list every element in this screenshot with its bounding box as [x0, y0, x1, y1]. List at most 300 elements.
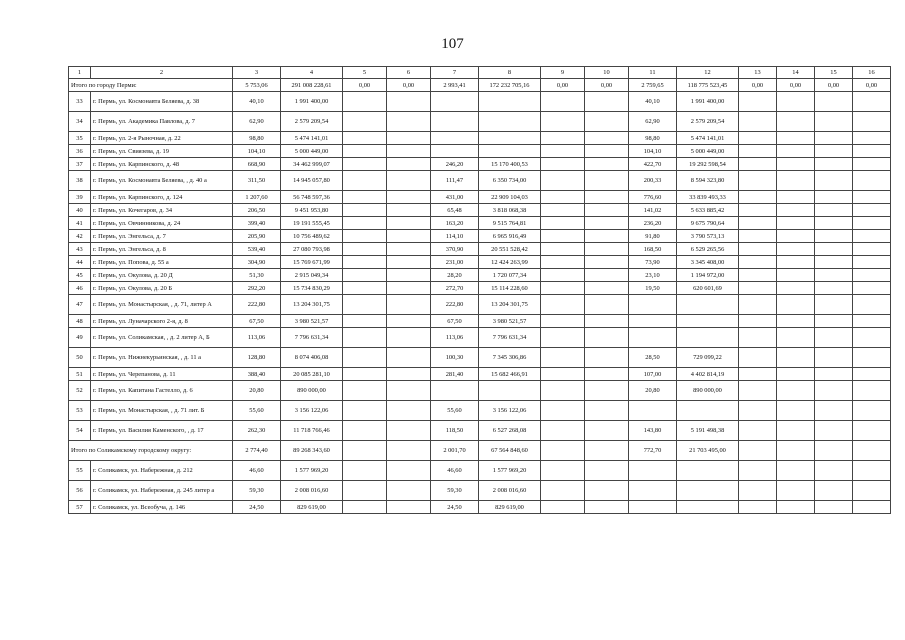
value-cell-col-4: 34 462 999,07 — [281, 158, 343, 171]
value-cell-col-7: 431,00 — [431, 191, 479, 204]
value-cell-col-5 — [343, 401, 387, 421]
value-cell-col-14 — [777, 328, 815, 348]
address-cell: г. Пермь, ул. Окулова, д. 20 Д — [91, 269, 233, 282]
value-cell-col-12: 5 633 885,42 — [677, 204, 739, 217]
value-cell-col-7: 65,48 — [431, 204, 479, 217]
table-body — [69, 79, 891, 514]
value-cell-col-3: 46,60 — [233, 461, 281, 481]
value-cell-col-14 — [777, 191, 815, 204]
value-cell-col-8 — [479, 145, 541, 158]
value-cell-col-15 — [815, 481, 853, 501]
value-cell-col-14 — [777, 230, 815, 243]
value-cell-col-5 — [343, 145, 387, 158]
value-cell-col-16 — [853, 204, 891, 217]
value-cell-col-5 — [343, 171, 387, 191]
table-row — [69, 282, 891, 295]
address-cell: г. Пермь, ул. Академика Павлова, д. 7 — [91, 112, 233, 132]
value-cell-col-6 — [387, 243, 431, 256]
value-cell-col-15 — [815, 295, 853, 315]
value-cell-col-11 — [629, 295, 677, 315]
value-cell-col-3: 304,90 — [233, 256, 281, 269]
table-row — [69, 348, 891, 368]
value-cell-col-15 — [815, 230, 853, 243]
value-cell-col-4: 2 915 049,34 — [281, 269, 343, 282]
address-cell: г. Пермь, ул. Черепанова, д. 11 — [91, 368, 233, 381]
value-cell-col-9: 0,00 — [541, 79, 585, 92]
value-cell-col-5 — [343, 112, 387, 132]
value-cell-col-13: 0,00 — [739, 79, 777, 92]
row-number: 41 — [69, 217, 91, 230]
value-cell-col-7: 114,10 — [431, 230, 479, 243]
value-cell-col-16 — [853, 441, 891, 461]
address-cell: г. Пермь, ул. Карпинского, д. 48 — [91, 158, 233, 171]
value-cell-col-12: 729 099,22 — [677, 348, 739, 368]
value-cell-col-14 — [777, 381, 815, 401]
value-cell-col-9 — [541, 368, 585, 381]
value-cell-col-11: 23,10 — [629, 269, 677, 282]
table-row — [69, 381, 891, 401]
value-cell-col-16 — [853, 481, 891, 501]
value-cell-col-10 — [585, 282, 629, 295]
value-cell-col-15 — [815, 145, 853, 158]
value-cell-col-4: 9 451 953,80 — [281, 204, 343, 217]
value-cell-col-6 — [387, 92, 431, 112]
value-cell-col-8: 22 909 104,03 — [479, 191, 541, 204]
value-cell-col-12: 33 839 493,33 — [677, 191, 739, 204]
value-cell-col-8: 7 345 306,86 — [479, 348, 541, 368]
value-cell-col-7 — [431, 132, 479, 145]
table-row — [69, 295, 891, 315]
value-cell-col-6 — [387, 381, 431, 401]
value-cell-col-13 — [739, 158, 777, 171]
value-cell-col-9 — [541, 481, 585, 501]
row-number: 57 — [69, 501, 91, 514]
value-cell-col-15 — [815, 368, 853, 381]
value-cell-col-13 — [739, 315, 777, 328]
address-cell: г. Пермь, ул. Монастырская, , д. 71 лит. Б — [91, 401, 233, 421]
value-cell-col-14 — [777, 501, 815, 514]
table-row — [69, 145, 891, 158]
value-cell-col-15 — [815, 92, 853, 112]
table-row — [69, 217, 891, 230]
value-cell-col-5 — [343, 243, 387, 256]
total-row — [69, 441, 891, 461]
value-cell-col-9 — [541, 145, 585, 158]
value-cell-col-7 — [431, 381, 479, 401]
value-cell-col-15 — [815, 401, 853, 421]
column-header-5: 5 — [343, 67, 387, 79]
table-row — [69, 171, 891, 191]
value-cell-col-8: 1 720 077,34 — [479, 269, 541, 282]
address-cell: г. Пермь, ул. 2-я Рыночная, д. 22 — [91, 132, 233, 145]
value-cell-col-7: 118,50 — [431, 421, 479, 441]
value-cell-col-6 — [387, 282, 431, 295]
value-cell-col-16 — [853, 461, 891, 481]
value-cell-col-11 — [629, 315, 677, 328]
value-cell-col-11: 28,50 — [629, 348, 677, 368]
value-cell-col-16 — [853, 112, 891, 132]
value-cell-col-6: 0,00 — [387, 79, 431, 92]
value-cell-col-3: 262,30 — [233, 421, 281, 441]
value-cell-col-11 — [629, 501, 677, 514]
value-cell-col-8 — [479, 92, 541, 112]
value-cell-col-4: 19 191 555,45 — [281, 217, 343, 230]
value-cell-col-9 — [541, 461, 585, 481]
value-cell-col-4: 291 008 228,61 — [281, 79, 343, 92]
address-cell: г. Пермь, ул. Василия Каменского, , д. 17 — [91, 421, 233, 441]
value-cell-col-3: 24,50 — [233, 501, 281, 514]
address-cell: г. Пермь, ул. Монастырская, , д. 71, литер А — [91, 295, 233, 315]
value-cell-col-11 — [629, 328, 677, 348]
value-cell-col-11: 40,10 — [629, 92, 677, 112]
value-cell-col-3: 292,20 — [233, 282, 281, 295]
value-cell-col-10 — [585, 269, 629, 282]
address-cell: г. Пермь, ул. Соликамская, , д. 2 литер А, Б — [91, 328, 233, 348]
row-number: 51 — [69, 368, 91, 381]
value-cell-col-14 — [777, 204, 815, 217]
value-cell-col-4: 56 748 597,36 — [281, 191, 343, 204]
value-cell-col-11: 19,50 — [629, 282, 677, 295]
value-cell-col-15 — [815, 501, 853, 514]
address-cell: г. Соликамск, ул. Набережная, д. 212 — [91, 461, 233, 481]
value-cell-col-8: 12 424 263,99 — [479, 256, 541, 269]
value-cell-col-6 — [387, 158, 431, 171]
value-cell-col-8: 67 564 848,60 — [479, 441, 541, 461]
value-cell-col-4: 13 204 301,75 — [281, 295, 343, 315]
value-cell-col-9 — [541, 269, 585, 282]
value-cell-col-14: 0,00 — [777, 79, 815, 92]
value-cell-col-12 — [677, 328, 739, 348]
value-cell-col-16 — [853, 295, 891, 315]
value-cell-col-6 — [387, 441, 431, 461]
value-cell-col-14 — [777, 217, 815, 230]
value-cell-col-3: 5 753,06 — [233, 79, 281, 92]
value-cell-col-5 — [343, 191, 387, 204]
row-number: 48 — [69, 315, 91, 328]
row-number: 56 — [69, 481, 91, 501]
value-cell-col-9 — [541, 256, 585, 269]
value-cell-col-3: 128,80 — [233, 348, 281, 368]
column-header-1: 1 — [69, 67, 91, 79]
value-cell-col-15 — [815, 269, 853, 282]
value-cell-col-5 — [343, 348, 387, 368]
value-cell-col-11: 98,80 — [629, 132, 677, 145]
value-cell-col-9 — [541, 348, 585, 368]
value-cell-col-3: 40,10 — [233, 92, 281, 112]
value-cell-col-4: 15 734 830,29 — [281, 282, 343, 295]
value-cell-col-4: 10 756 489,62 — [281, 230, 343, 243]
value-cell-col-15 — [815, 112, 853, 132]
value-cell-col-12: 6 529 265,56 — [677, 243, 739, 256]
value-cell-col-9 — [541, 421, 585, 441]
value-cell-col-8: 20 551 528,42 — [479, 243, 541, 256]
value-cell-col-3: 222,80 — [233, 295, 281, 315]
value-cell-col-15 — [815, 158, 853, 171]
value-cell-col-4: 3 980 521,57 — [281, 315, 343, 328]
value-cell-col-8 — [479, 112, 541, 132]
value-cell-col-16 — [853, 171, 891, 191]
value-cell-col-8 — [479, 381, 541, 401]
value-cell-col-3: 668,90 — [233, 158, 281, 171]
column-header-7: 7 — [431, 67, 479, 79]
value-cell-col-3: 104,10 — [233, 145, 281, 158]
value-cell-col-13 — [739, 132, 777, 145]
table-row — [69, 421, 891, 441]
table-row — [69, 401, 891, 421]
value-cell-col-11: 168,50 — [629, 243, 677, 256]
value-cell-col-12 — [677, 501, 739, 514]
row-number: 49 — [69, 328, 91, 348]
value-cell-col-9 — [541, 315, 585, 328]
value-cell-col-12: 21 703 495,00 — [677, 441, 739, 461]
value-cell-col-10 — [585, 230, 629, 243]
value-cell-col-7: 231,00 — [431, 256, 479, 269]
value-cell-col-5 — [343, 421, 387, 441]
row-number: 52 — [69, 381, 91, 401]
value-cell-col-3: 51,30 — [233, 269, 281, 282]
address-cell: г. Пермь, ул. Свиязева, д. 19 — [91, 145, 233, 158]
value-cell-col-15 — [815, 171, 853, 191]
value-cell-col-7: 113,06 — [431, 328, 479, 348]
column-header-6: 6 — [387, 67, 431, 79]
column-header-10: 10 — [585, 67, 629, 79]
column-header-8: 8 — [479, 67, 541, 79]
value-cell-col-12: 19 292 598,54 — [677, 158, 739, 171]
value-cell-col-16 — [853, 315, 891, 328]
value-cell-col-11 — [629, 461, 677, 481]
value-cell-col-16 — [853, 381, 891, 401]
value-cell-col-13 — [739, 204, 777, 217]
value-cell-col-14 — [777, 282, 815, 295]
value-cell-col-12 — [677, 461, 739, 481]
address-cell: г. Пермь, ул. Кочегаров, д. 34 — [91, 204, 233, 217]
value-cell-col-9 — [541, 295, 585, 315]
header-row — [69, 67, 891, 79]
value-cell-col-7: 28,20 — [431, 269, 479, 282]
value-cell-col-14 — [777, 132, 815, 145]
value-cell-col-10 — [585, 191, 629, 204]
value-cell-col-14 — [777, 145, 815, 158]
column-header-2: 2 — [91, 67, 233, 79]
value-cell-col-6 — [387, 269, 431, 282]
value-cell-col-9 — [541, 217, 585, 230]
value-cell-col-8: 2 008 016,60 — [479, 481, 541, 501]
value-cell-col-10 — [585, 348, 629, 368]
table-row — [69, 230, 891, 243]
value-cell-col-7 — [431, 112, 479, 132]
value-cell-col-5 — [343, 256, 387, 269]
value-cell-col-3: 55,60 — [233, 401, 281, 421]
value-cell-col-6 — [387, 368, 431, 381]
value-cell-col-16 — [853, 328, 891, 348]
value-cell-col-16 — [853, 401, 891, 421]
column-header-14: 14 — [777, 67, 815, 79]
value-cell-col-13 — [739, 348, 777, 368]
value-cell-col-3: 98,80 — [233, 132, 281, 145]
value-cell-col-11: 73,90 — [629, 256, 677, 269]
value-cell-col-9 — [541, 328, 585, 348]
value-cell-col-12 — [677, 315, 739, 328]
value-cell-col-16 — [853, 256, 891, 269]
value-cell-col-8: 7 796 631,34 — [479, 328, 541, 348]
table-row — [69, 158, 891, 171]
table-row — [69, 461, 891, 481]
value-cell-col-5 — [343, 381, 387, 401]
value-cell-col-16 — [853, 421, 891, 441]
row-number: 45 — [69, 269, 91, 282]
value-cell-col-8: 15 170 400,53 — [479, 158, 541, 171]
value-cell-col-13 — [739, 441, 777, 461]
value-cell-col-14 — [777, 243, 815, 256]
value-cell-col-15 — [815, 132, 853, 145]
value-cell-col-14 — [777, 92, 815, 112]
value-cell-col-15 — [815, 191, 853, 204]
value-cell-col-5 — [343, 501, 387, 514]
value-cell-col-14 — [777, 256, 815, 269]
value-cell-col-6 — [387, 132, 431, 145]
value-cell-col-12: 5 191 498,38 — [677, 421, 739, 441]
value-cell-col-10 — [585, 217, 629, 230]
value-cell-col-4: 890 000,00 — [281, 381, 343, 401]
value-cell-col-16 — [853, 282, 891, 295]
row-number: 33 — [69, 92, 91, 112]
value-cell-col-7: 2 993,41 — [431, 79, 479, 92]
table-row — [69, 269, 891, 282]
value-cell-col-9 — [541, 501, 585, 514]
value-cell-col-9 — [541, 441, 585, 461]
value-cell-col-5: 0,00 — [343, 79, 387, 92]
value-cell-col-6 — [387, 481, 431, 501]
row-number: 39 — [69, 191, 91, 204]
value-cell-col-10 — [585, 401, 629, 421]
column-header-16: 16 — [853, 67, 891, 79]
table-row — [69, 92, 891, 112]
value-cell-col-11: 104,10 — [629, 145, 677, 158]
value-cell-col-16 — [853, 132, 891, 145]
value-cell-col-4: 2 579 209,54 — [281, 112, 343, 132]
value-cell-col-5 — [343, 282, 387, 295]
value-cell-col-10 — [585, 461, 629, 481]
value-cell-col-11: 776,60 — [629, 191, 677, 204]
value-cell-col-8: 15 114 228,60 — [479, 282, 541, 295]
address-cell: г. Пермь, ул. Энгельса, д. 7 — [91, 230, 233, 243]
value-cell-col-8: 15 682 466,91 — [479, 368, 541, 381]
total-row — [69, 79, 891, 92]
value-cell-col-4: 15 769 671,99 — [281, 256, 343, 269]
value-cell-col-4: 14 945 057,80 — [281, 171, 343, 191]
value-cell-col-8: 6 965 916,49 — [479, 230, 541, 243]
value-cell-col-3: 1 207,60 — [233, 191, 281, 204]
column-header-9: 9 — [541, 67, 585, 79]
table-row — [69, 315, 891, 328]
value-cell-col-8: 6 350 734,00 — [479, 171, 541, 191]
value-cell-col-9 — [541, 282, 585, 295]
value-cell-col-12: 118 775 523,45 — [677, 79, 739, 92]
value-cell-col-6 — [387, 191, 431, 204]
value-cell-col-10 — [585, 481, 629, 501]
value-cell-col-7 — [431, 92, 479, 112]
value-cell-col-15 — [815, 217, 853, 230]
value-cell-col-14 — [777, 295, 815, 315]
value-cell-col-10 — [585, 328, 629, 348]
value-cell-col-10 — [585, 381, 629, 401]
value-cell-col-13 — [739, 421, 777, 441]
value-cell-col-12: 8 594 323,80 — [677, 171, 739, 191]
value-cell-col-4: 8 074 406,08 — [281, 348, 343, 368]
value-cell-col-8: 1 577 969,20 — [479, 461, 541, 481]
value-cell-col-7: 222,80 — [431, 295, 479, 315]
value-cell-col-10 — [585, 243, 629, 256]
value-cell-col-3: 205,90 — [233, 230, 281, 243]
value-cell-col-16 — [853, 348, 891, 368]
value-cell-col-15 — [815, 328, 853, 348]
address-cell: г. Пермь, ул. Попова, д. 55 а — [91, 256, 233, 269]
value-cell-col-11: 107,00 — [629, 368, 677, 381]
value-cell-col-8: 6 527 268,08 — [479, 421, 541, 441]
value-cell-col-7: 100,30 — [431, 348, 479, 368]
value-cell-col-13 — [739, 112, 777, 132]
value-cell-col-16 — [853, 368, 891, 381]
value-cell-col-10 — [585, 421, 629, 441]
value-cell-col-12: 890 000,00 — [677, 381, 739, 401]
value-cell-col-14 — [777, 481, 815, 501]
value-cell-col-5 — [343, 158, 387, 171]
value-cell-col-12: 9 675 790,64 — [677, 217, 739, 230]
address-cell: г. Пермь, ул. Космонавта Беляева, , д. 40 а — [91, 171, 233, 191]
table-row — [69, 204, 891, 217]
value-cell-col-14 — [777, 441, 815, 461]
value-cell-col-6 — [387, 145, 431, 158]
value-cell-col-6 — [387, 204, 431, 217]
value-cell-col-13 — [739, 256, 777, 269]
value-cell-col-16: 0,00 — [853, 79, 891, 92]
value-cell-col-12: 3 790 573,13 — [677, 230, 739, 243]
value-cell-col-5 — [343, 295, 387, 315]
value-cell-col-15 — [815, 315, 853, 328]
value-cell-col-6 — [387, 348, 431, 368]
value-cell-col-9 — [541, 204, 585, 217]
value-cell-col-10 — [585, 368, 629, 381]
address-cell: г. Соликамск, ул. Набережная, д. 245 литер а — [91, 481, 233, 501]
value-cell-col-11: 143,80 — [629, 421, 677, 441]
value-cell-col-9 — [541, 158, 585, 171]
total-label: Итого по Соликамскому городскому округу: — [69, 441, 233, 461]
column-header-12: 12 — [677, 67, 739, 79]
value-cell-col-13 — [739, 191, 777, 204]
table-row — [69, 368, 891, 381]
value-cell-col-4: 20 085 281,10 — [281, 368, 343, 381]
value-cell-col-10 — [585, 145, 629, 158]
value-cell-col-4: 27 080 793,98 — [281, 243, 343, 256]
column-header-11: 11 — [629, 67, 677, 79]
value-cell-col-15: 0,00 — [815, 79, 853, 92]
value-cell-col-15 — [815, 256, 853, 269]
value-cell-col-9 — [541, 171, 585, 191]
value-cell-col-15 — [815, 243, 853, 256]
value-cell-col-8: 13 204 301,75 — [479, 295, 541, 315]
value-cell-col-9 — [541, 112, 585, 132]
value-cell-col-9 — [541, 92, 585, 112]
value-cell-col-7: 67,50 — [431, 315, 479, 328]
value-cell-col-9 — [541, 381, 585, 401]
value-cell-col-11: 772,70 — [629, 441, 677, 461]
value-cell-col-9 — [541, 243, 585, 256]
row-number: 53 — [69, 401, 91, 421]
value-cell-col-7: 24,50 — [431, 501, 479, 514]
row-number: 40 — [69, 204, 91, 217]
value-cell-col-4: 5 474 141,01 — [281, 132, 343, 145]
value-cell-col-5 — [343, 204, 387, 217]
